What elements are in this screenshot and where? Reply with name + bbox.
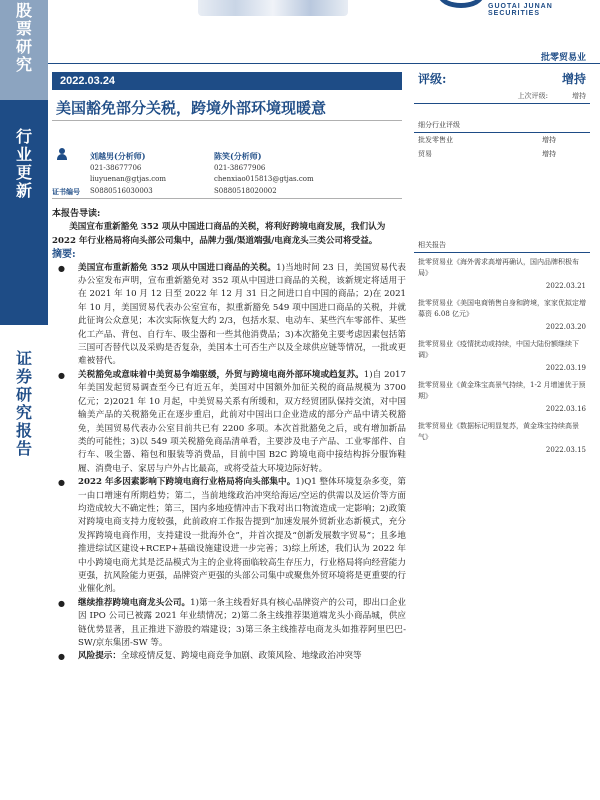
decorative-banner (198, 0, 348, 16)
sub-rating-row: 批发零售业 增持 (418, 136, 556, 144)
analyst-2: 陈笑(分析师) 021-38677906 chenxiao015813@gtjas.com S0880518020002 (214, 151, 344, 197)
sub-industry-rating (414, 118, 590, 161)
analyst-1-phone: 021-38677706 (90, 163, 142, 172)
sub-rating-header: 细分行业评级 (414, 118, 590, 133)
prev-rating-value: 增持 (572, 92, 586, 100)
sub-rating-row: 贸易 增持 (418, 150, 556, 158)
header-divider (48, 63, 600, 64)
bullet-icon: ● (58, 598, 65, 608)
summary-item: ● 继续推荐跨境电商龙头公司。1)第一条主线看好具有核心品牌资产的公司，即出口企业因 IPO 公司已被露 2021 年业绩情况；2)第二条主线推荐渠道端龙头小商品城，供应链优势显著，且正推进下游股约端建设；3)第三条主线推荐电商龙头如推荐阿里巴巴-SW/京东集团-SW 等。 (58, 597, 406, 648)
rating-label: 评级: (418, 72, 447, 86)
vertical-label-industry-update: 行 业 更 新 (15, 127, 32, 200)
guide-heading: 本报告导读: (52, 209, 101, 219)
title-divider (52, 120, 402, 121)
related-report-item[interactable]: 批零贸易业《海外需求高增再确认，国内品牌积极布局》 2022.03.21 (418, 258, 586, 290)
related-report-item[interactable]: 批零贸易业《数据标记明显复苏，黄金珠宝持续高景气》 2022.03.15 (418, 422, 586, 454)
rating-value: 增持 (561, 72, 586, 86)
rating-box (414, 68, 590, 104)
bullet-icon: ● (58, 370, 65, 380)
bullet-icon: ● (58, 263, 65, 273)
analyst-1: 刘越男(分析师) 021-38677706 liuyuenan@gtjas.com S0880516030003 (90, 151, 220, 197)
vertical-label-securities-report: 证 券 研 究 报 告 (15, 349, 32, 458)
summary-heading: 摘要: (52, 249, 76, 261)
analyst-2-phone: 021-38677906 (214, 163, 266, 172)
related-report-item[interactable]: 批零贸易业《黄金珠宝高景气持续，1-2 月增速优于预期》 2022.03.16 (418, 381, 586, 413)
analyst-1-email[interactable]: liuyuenan@gtjas.com (90, 175, 167, 183)
summary-item: ● 美国宣布重新豁免 352 项从中国进口商品的关税。1)当地时间 23 日，美国贸易代表办公室发布声明，宣布重新豁免对 352 项从中国进口商品的关税，该新规定将适用于在 2021 年 10 月 12 日至 2022 年 12 月 31 日之间进口自中国的商品；2)在 2021 年 10 月，美国贸易代表办公室宣布，拟重新豁免 549 项中国进口商品的关税，并就此征询公众意见；本次实际恢复大约 2/3，包括水泵、电动车、某些汽车零部件、某些化工产品、背包、自行车、吸尘器和一些其他消费品；3)本次豁免主要考虑因素包括第三国可否替代以及采购是否复杂，美国本土可否生产以及全球供应链等情况，一批或更难被替代。 (58, 262, 406, 367)
summary-item: ● 风险提示：全球疫情反复、跨境电商竞争加剧、政策风险、地缘政治冲突等 (52, 650, 406, 663)
prev-rating-label: 上次评级: (517, 92, 548, 100)
related-report-item[interactable]: 批零贸易业《疫情扰动或持续，中国大陆份额继续下调》 2022.03.19 (418, 340, 586, 372)
cert-label: 证书编号 (52, 187, 80, 196)
analyst-2-email[interactable]: chenxiao015813@gtjas.com (214, 175, 314, 183)
industry-section-label: 批零贸易业 (540, 53, 586, 63)
report-title: 美国豁免部分关税，跨境外部环境现暖意 (56, 99, 327, 117)
guide-paragraph: 美国宣布重新豁免 352 项从中国进口商品的关税，将利好跨境电商发展，我们认为 2022 年行业格局将向头部公司集中，品牌力强/渠道端强/电商龙头三类公司将受益。 (52, 222, 386, 246)
related-reports (414, 238, 590, 462)
vertical-label-stock-research: 股 票 研 究 (15, 1, 32, 74)
report-body (52, 208, 406, 664)
summary-list (52, 262, 406, 664)
summary-item: ● 2022 年多因素影响下跨境电商行业格局将向头部集中。1)Q1 整体环境复杂多变，第一由口增速有所期趋势；第二，当前地缘政治冲突给海运/空运的供需以及运价等方面均造成较大不确定性；第三，国内多地疫情冲击下我对出口物流造成一定影响；2)政策对跨境电商支持力度较强，此前政府工作报告提到“加速发展外贸新业态新模式，充分发挥跨境电商作用，支持建设一批海外仓”，并首次提及“创新发展数字贸易”；且多地推进综试区建设+RCEP+基础设施建设进一步完善；3)综上所述，我们认为 2022 年中小跨境电商尤其是泛品模式为主的企业将面临较高生存压力，行业格局将向经营能力更强，抗风险能力更强，品牌资产更强的头部公司集中或聚焦外贸环境将是更重要的行业催化剂。 (58, 477, 406, 595)
summary-item: ● 关税豁免或意味着中美贸易争端驱缓，外贸与跨境电商外部环境或趋复苏。1)自 2017 年美国发起贸易调查至今已有近五年，美国对中国额外加征关税的商品规模为 3700 亿元；2)2021 年 10 月起，中美贸易关系有所缓和，双方经贸团队保持交流，对中国输美产品的关税豁免正在逐步重启，此前对中国出口企业造成的部分产品中请关税豁免，美国贸易代表办公室目前共已有 2200 多项。本次首批豁免之后，或有增加新品类的可能性；3)以 549 项关税豁免商品清单看，主要涉及电子产品、工业零部件、自行车、吸尘器、箱包和服装等消费品，目前中国 B2C 跨境电商中接结构拆分服饰鞋履、消费电子、家居与户外占比最高，或将受益大环境边际好转。 (58, 369, 406, 474)
bullet-icon: ● (58, 478, 65, 488)
related-reports-header: 相关报告 (414, 238, 590, 253)
analyst-2-cert: S0880518020002 (214, 186, 277, 195)
company-logo-icon (438, 0, 484, 8)
header-banner (48, 0, 600, 42)
bullet-icon: ● (58, 652, 65, 662)
related-report-item[interactable]: 批零贸易业《美国电商销售自身和跨境，家家优拟定增募资 6.08 亿元》 2022.03.20 (418, 299, 586, 331)
analyst-icon (56, 148, 68, 160)
brand-name: GUOTAI JUNAN SECURITIES (488, 3, 553, 17)
left-band (0, 0, 48, 800)
analyst-1-cert: S0880516030003 (90, 186, 153, 195)
report-date: 2022.03.24 (52, 72, 402, 90)
analyst-divider (52, 198, 402, 199)
